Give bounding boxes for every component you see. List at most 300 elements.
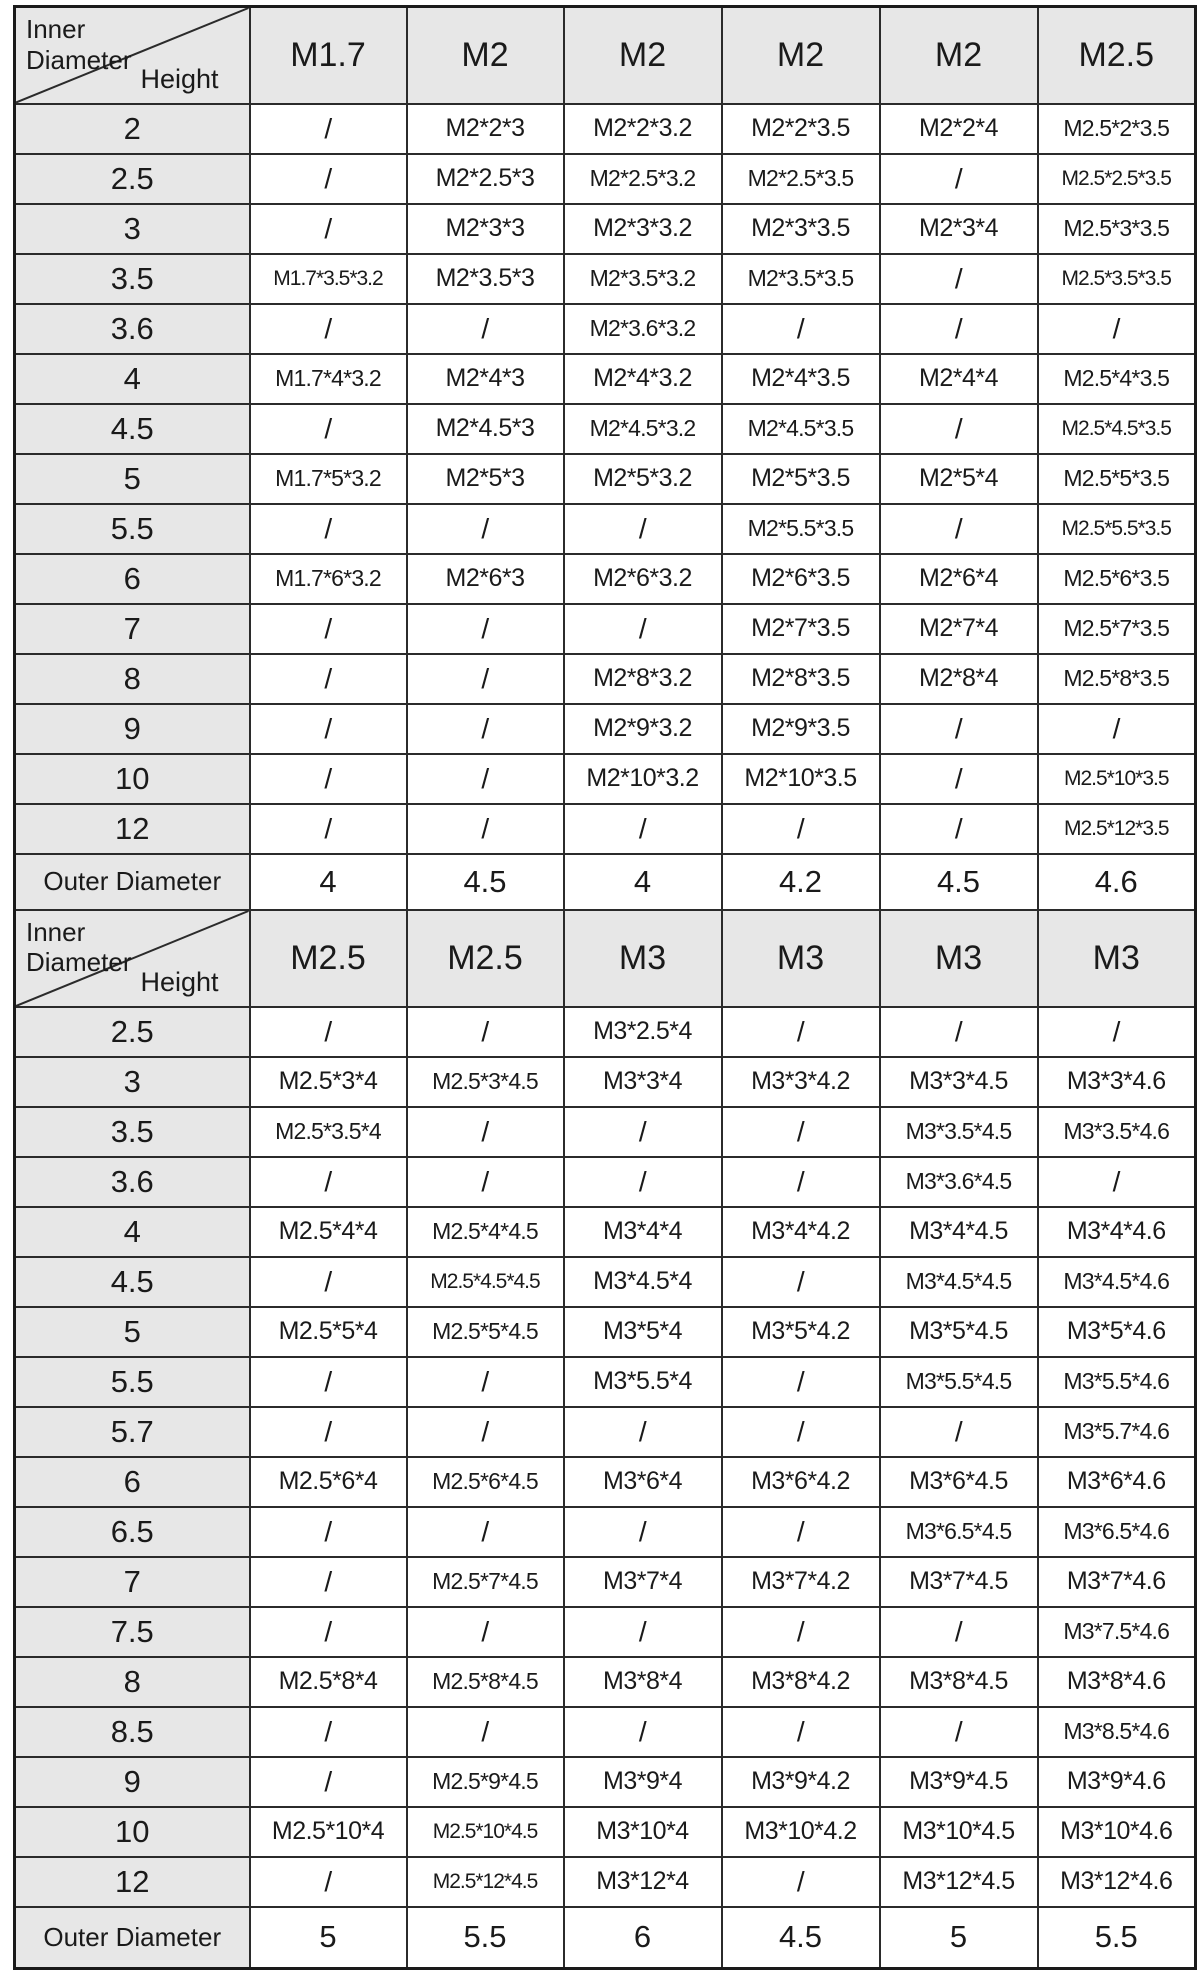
- spec-cell: M2.5*4.5*4.5: [407, 1257, 564, 1307]
- spec-cell: M2*7*3.5: [722, 604, 880, 654]
- empty-cell: /: [1038, 1157, 1196, 1207]
- spec-cell: M2.5*4*4.5: [407, 1207, 564, 1257]
- header-row-section-1: [15, 7, 1196, 104]
- spec-cell: M3*6*4.5: [880, 1457, 1038, 1507]
- table-row: [15, 1107, 1196, 1157]
- spec-cell: M2.5*7*4.5: [407, 1557, 564, 1607]
- table-row: [15, 1457, 1196, 1507]
- empty-cell: /: [722, 304, 880, 354]
- axis-corner-cell: [15, 910, 250, 1007]
- spec-cell: M2.5*9*4.5: [407, 1757, 564, 1807]
- spec-cell: M2*4.5*3: [407, 404, 564, 454]
- empty-cell: /: [722, 1157, 880, 1207]
- height-row-label: 10: [15, 1807, 250, 1857]
- empty-cell: /: [880, 404, 1038, 454]
- outer-diameter-label: Outer Diameter: [15, 854, 250, 910]
- outer-diameter-value: 5.5: [407, 1907, 564, 1969]
- header-row-section-2: [15, 910, 1196, 1007]
- empty-cell: /: [250, 704, 407, 754]
- spec-cell: M2.5*5.5*3.5: [1038, 504, 1196, 554]
- height-row-label: 5.5: [15, 1357, 250, 1407]
- table-row: [15, 354, 1196, 404]
- empty-cell: /: [407, 1507, 564, 1557]
- spec-cell: M3*4*4.5: [880, 1207, 1038, 1257]
- outer-diameter-row: [15, 1907, 1196, 1969]
- spec-cell: M3*9*4.5: [880, 1757, 1038, 1807]
- spec-cell: M3*7.5*4.6: [1038, 1607, 1196, 1657]
- height-row-label: 3.6: [15, 1157, 250, 1207]
- table-row: [15, 804, 1196, 854]
- table-row: [15, 554, 1196, 604]
- table-row: [15, 1257, 1196, 1307]
- empty-cell: /: [564, 504, 722, 554]
- empty-cell: /: [722, 1607, 880, 1657]
- outer-diameter-value: 5: [880, 1907, 1038, 1969]
- outer-diameter-value: 6: [564, 1907, 722, 1969]
- table-row: [15, 1757, 1196, 1807]
- column-header-3: M2: [564, 7, 722, 104]
- empty-cell: /: [1038, 704, 1196, 754]
- height-axis-label: Height: [140, 966, 219, 997]
- empty-cell: /: [250, 654, 407, 704]
- table-row: [15, 154, 1196, 204]
- spec-cell: M3*4*4.2: [722, 1207, 880, 1257]
- empty-cell: /: [880, 804, 1038, 854]
- height-row-label: 5.7: [15, 1407, 250, 1457]
- height-row-label: 12: [15, 1857, 250, 1907]
- spec-cell: M2*4.5*3.2: [564, 404, 722, 454]
- empty-cell: /: [250, 1357, 407, 1407]
- table-row: [15, 1207, 1196, 1257]
- spec-cell: M3*3*4.6: [1038, 1057, 1196, 1107]
- empty-cell: /: [880, 1707, 1038, 1757]
- spec-cell: M3*4*4.6: [1038, 1207, 1196, 1257]
- empty-cell: /: [722, 1407, 880, 1457]
- empty-cell: /: [880, 304, 1038, 354]
- empty-cell: /: [250, 754, 407, 804]
- spec-cell: M2.5*6*4: [250, 1457, 407, 1507]
- empty-cell: /: [407, 654, 564, 704]
- outer-diameter-value: 4.5: [407, 854, 564, 910]
- spec-cell: M3*10*4.6: [1038, 1807, 1196, 1857]
- spec-cell: M3*8.5*4.6: [1038, 1707, 1196, 1757]
- spec-cell: M2.5*10*4.5: [407, 1807, 564, 1857]
- table-row: [15, 304, 1196, 354]
- empty-cell: /: [250, 304, 407, 354]
- table-row: [15, 754, 1196, 804]
- empty-cell: /: [250, 1857, 407, 1907]
- empty-cell: /: [407, 754, 564, 804]
- spec-cell: M3*3*4.2: [722, 1057, 880, 1107]
- empty-cell: /: [407, 804, 564, 854]
- spec-cell: M3*8*4.6: [1038, 1657, 1196, 1707]
- spec-cell: M2.5*7*3.5: [1038, 604, 1196, 654]
- spec-cell: M2.5*2.5*3.5: [1038, 154, 1196, 204]
- spec-cell: M3*7*4.2: [722, 1557, 880, 1607]
- spec-cell: M2.5*3*4.5: [407, 1057, 564, 1107]
- table-row: [15, 1607, 1196, 1657]
- height-row-label: 9: [15, 704, 250, 754]
- height-row-label: 4.5: [15, 1257, 250, 1307]
- empty-cell: /: [880, 254, 1038, 304]
- empty-cell: /: [880, 504, 1038, 554]
- spec-cell: M3*7*4.6: [1038, 1557, 1196, 1607]
- spec-cell: M2.5*8*4: [250, 1657, 407, 1707]
- spec-cell: M2*3.5*3.5: [722, 254, 880, 304]
- spec-cell: M3*6.5*4.6: [1038, 1507, 1196, 1557]
- table-row: [15, 404, 1196, 454]
- table-row: [15, 1707, 1196, 1757]
- spec-cell: M2*3*3.5: [722, 204, 880, 254]
- height-row-label: 8: [15, 1657, 250, 1707]
- empty-cell: /: [407, 1107, 564, 1157]
- empty-cell: /: [407, 304, 564, 354]
- table-row: [15, 454, 1196, 504]
- empty-cell: /: [880, 154, 1038, 204]
- empty-cell: /: [722, 1507, 880, 1557]
- height-row-label: 6.5: [15, 1507, 250, 1557]
- spec-cell: M2*4*4: [880, 354, 1038, 404]
- spec-cell: M2*4*3.2: [564, 354, 722, 404]
- outer-diameter-label: Outer Diameter: [15, 1907, 250, 1969]
- empty-cell: /: [564, 1707, 722, 1757]
- spec-cell: M2.5*3.5*4: [250, 1107, 407, 1157]
- spec-cell: M2*6*3: [407, 554, 564, 604]
- spec-cell: M2*8*3.5: [722, 654, 880, 704]
- height-row-label: 5: [15, 1307, 250, 1357]
- empty-cell: /: [250, 504, 407, 554]
- column-header-1: M1.7: [250, 7, 407, 104]
- spec-cell: M2*2*3.5: [722, 104, 880, 154]
- spec-cell: M2.5*2*3.5: [1038, 104, 1196, 154]
- spec-cell: M3*9*4: [564, 1757, 722, 1807]
- empty-cell: /: [407, 1707, 564, 1757]
- height-row-label: 7: [15, 604, 250, 654]
- empty-cell: /: [407, 604, 564, 654]
- height-row-label: 6: [15, 554, 250, 604]
- column-header-2: M2.5: [407, 910, 564, 1007]
- outer-diameter-value: 5: [250, 1907, 407, 1969]
- empty-cell: /: [250, 1607, 407, 1657]
- spec-cell: M3*5.5*4.5: [880, 1357, 1038, 1407]
- spec-cell: M3*5.5*4.6: [1038, 1357, 1196, 1407]
- table-row: [15, 1507, 1196, 1557]
- axis-corner-cell: [15, 7, 250, 104]
- height-row-label: 2.5: [15, 1007, 250, 1057]
- spec-cell: M1.7*6*3.2: [250, 554, 407, 604]
- spec-cell: M3*3.5*4.6: [1038, 1107, 1196, 1157]
- spec-cell: M2*5*3: [407, 454, 564, 504]
- table-row: [15, 1657, 1196, 1707]
- empty-cell: /: [250, 1507, 407, 1557]
- spec-cell: M3*6.5*4.5: [880, 1507, 1038, 1557]
- table-row: [15, 204, 1196, 254]
- height-row-label: 7: [15, 1557, 250, 1607]
- spec-cell: M2.5*4.5*3.5: [1038, 404, 1196, 454]
- spec-cell: M2*3*3.2: [564, 204, 722, 254]
- spec-cell: M3*5*4.2: [722, 1307, 880, 1357]
- size-chart-table: [13, 5, 1197, 1970]
- spec-cell: M3*2.5*4: [564, 1007, 722, 1057]
- spec-cell: M3*3*4: [564, 1057, 722, 1107]
- empty-cell: /: [407, 1357, 564, 1407]
- empty-cell: /: [250, 1257, 407, 1307]
- empty-cell: /: [250, 204, 407, 254]
- outer-diameter-value: 4.2: [722, 854, 880, 910]
- spec-cell: M2*4.5*3.5: [722, 404, 880, 454]
- spec-cell: M3*5*4.5: [880, 1307, 1038, 1357]
- empty-cell: /: [250, 154, 407, 204]
- table-row: [15, 604, 1196, 654]
- spec-cell: M3*4.5*4: [564, 1257, 722, 1307]
- spec-cell: M3*5*4: [564, 1307, 722, 1357]
- spec-cell: M2*6*3.2: [564, 554, 722, 604]
- spec-cell: M3*7*4.5: [880, 1557, 1038, 1607]
- table-row: [15, 1807, 1196, 1857]
- spec-cell: M3*5.7*4.6: [1038, 1407, 1196, 1457]
- height-row-label: 5.5: [15, 504, 250, 554]
- empty-cell: /: [564, 1107, 722, 1157]
- spec-cell: M3*8*4.5: [880, 1657, 1038, 1707]
- spec-cell: M2.5*12*3.5: [1038, 804, 1196, 854]
- empty-cell: /: [880, 704, 1038, 754]
- table-row: [15, 654, 1196, 704]
- column-header-6: M3: [1038, 910, 1196, 1007]
- spec-cell: M3*8*4: [564, 1657, 722, 1707]
- spec-cell: M3*6*4.6: [1038, 1457, 1196, 1507]
- inner-diameter-axis-label: Inner Diameter: [26, 14, 132, 75]
- spec-cell: M2*5*4: [880, 454, 1038, 504]
- table-row: [15, 1407, 1196, 1457]
- spec-cell: M1.7*3.5*3.2: [250, 254, 407, 304]
- height-row-label: 10: [15, 754, 250, 804]
- spec-cell: M2*3.5*3: [407, 254, 564, 304]
- spec-cell: M3*3*4.5: [880, 1057, 1038, 1107]
- spec-cell: M2*2*4: [880, 104, 1038, 154]
- height-row-label: 4: [15, 354, 250, 404]
- spec-cell: M2.5*8*3.5: [1038, 654, 1196, 704]
- table-row: [15, 254, 1196, 304]
- spec-cell: M2*2.5*3.2: [564, 154, 722, 204]
- spec-cell: M3*5.5*4: [564, 1357, 722, 1407]
- spec-cell: M2*5.5*3.5: [722, 504, 880, 554]
- table-row: [15, 1157, 1196, 1207]
- height-row-label: 8: [15, 654, 250, 704]
- empty-cell: /: [407, 1407, 564, 1457]
- empty-cell: /: [722, 1007, 880, 1057]
- empty-cell: /: [564, 1507, 722, 1557]
- outer-diameter-value: 4.6: [1038, 854, 1196, 910]
- spec-cell: M3*12*4.5: [880, 1857, 1038, 1907]
- spec-cell: M3*3.6*4.5: [880, 1157, 1038, 1207]
- spec-cell: M2.5*8*4.5: [407, 1657, 564, 1707]
- spec-cell: M3*6*4: [564, 1457, 722, 1507]
- empty-cell: /: [250, 1007, 407, 1057]
- spec-cell: M2*6*3.5: [722, 554, 880, 604]
- table-row: [15, 1007, 1196, 1057]
- spec-cell: M2*2*3.2: [564, 104, 722, 154]
- height-row-label: 4: [15, 1207, 250, 1257]
- spec-cell: M2*3.6*3.2: [564, 304, 722, 354]
- column-header-4: M3: [722, 910, 880, 1007]
- empty-cell: /: [250, 1557, 407, 1607]
- spec-cell: M2*5*3.2: [564, 454, 722, 504]
- spec-cell: M2*4*3.5: [722, 354, 880, 404]
- empty-cell: /: [250, 1757, 407, 1807]
- height-row-label: 3.5: [15, 1107, 250, 1157]
- empty-cell: /: [250, 1707, 407, 1757]
- empty-cell: /: [250, 604, 407, 654]
- empty-cell: /: [880, 1007, 1038, 1057]
- spec-cell: M3*10*4.5: [880, 1807, 1038, 1857]
- spec-cell: M2*7*4: [880, 604, 1038, 654]
- table-row: [15, 104, 1196, 154]
- spec-cell: M2.5*5*3.5: [1038, 454, 1196, 504]
- spec-cell: M2*8*3.2: [564, 654, 722, 704]
- height-row-label: 8.5: [15, 1707, 250, 1757]
- outer-diameter-value: 5.5: [1038, 1907, 1196, 1969]
- outer-diameter-value: 4.5: [880, 854, 1038, 910]
- outer-diameter-row: [15, 854, 1196, 910]
- column-header-5: M2: [880, 7, 1038, 104]
- empty-cell: /: [564, 1607, 722, 1657]
- empty-cell: /: [722, 1357, 880, 1407]
- spec-cell: M2.5*3*4: [250, 1057, 407, 1107]
- empty-cell: /: [250, 1407, 407, 1457]
- spec-cell: M3*6*4.2: [722, 1457, 880, 1507]
- spec-cell: M2*8*4: [880, 654, 1038, 704]
- spec-cell: M2.5*3*3.5: [1038, 204, 1196, 254]
- table-row: [15, 1557, 1196, 1607]
- spec-cell: M2*3.5*3.2: [564, 254, 722, 304]
- spec-cell: M1.7*4*3.2: [250, 354, 407, 404]
- column-header-6: M2.5: [1038, 7, 1196, 104]
- spec-cell: M2*2.5*3.5: [722, 154, 880, 204]
- spec-cell: M2*3*4: [880, 204, 1038, 254]
- height-row-label: 7.5: [15, 1607, 250, 1657]
- outer-diameter-value: 4: [564, 854, 722, 910]
- spec-cell: M3*4.5*4.6: [1038, 1257, 1196, 1307]
- empty-cell: /: [880, 1407, 1038, 1457]
- spec-cell: M2.5*12*4.5: [407, 1857, 564, 1907]
- empty-cell: /: [407, 1157, 564, 1207]
- spec-cell: M2*6*4: [880, 554, 1038, 604]
- empty-cell: /: [407, 1607, 564, 1657]
- empty-cell: /: [1038, 1007, 1196, 1057]
- inner-diameter-axis-label: Inner Diameter: [26, 916, 132, 978]
- empty-cell: /: [250, 804, 407, 854]
- spec-cell: M2.5*10*4: [250, 1807, 407, 1857]
- spec-cell: M2.5*5*4: [250, 1307, 407, 1357]
- spec-cell: M2*9*3.5: [722, 704, 880, 754]
- spec-cell: M2.5*5*4.5: [407, 1307, 564, 1357]
- empty-cell: /: [564, 1407, 722, 1457]
- spec-cell: M2*4*3: [407, 354, 564, 404]
- spec-cell: M3*8*4.2: [722, 1657, 880, 1707]
- spec-cell: M2*10*3.5: [722, 754, 880, 804]
- table-row: [15, 1307, 1196, 1357]
- height-row-label: 4.5: [15, 404, 250, 454]
- height-row-label: 9: [15, 1757, 250, 1807]
- empty-cell: /: [250, 1157, 407, 1207]
- spec-cell: M3*7*4: [564, 1557, 722, 1607]
- table-row: [15, 504, 1196, 554]
- spec-cell: M2.5*6*3.5: [1038, 554, 1196, 604]
- height-row-label: 5: [15, 454, 250, 504]
- table-row: [15, 1357, 1196, 1407]
- spec-cell: M3*9*4.6: [1038, 1757, 1196, 1807]
- column-header-3: M3: [564, 910, 722, 1007]
- height-row-label: 3.6: [15, 304, 250, 354]
- spec-cell: M2*2.5*3: [407, 154, 564, 204]
- height-row-label: 2.5: [15, 154, 250, 204]
- height-row-label: 3: [15, 1057, 250, 1107]
- spec-cell: M2*5*3.5: [722, 454, 880, 504]
- spec-cell: M2.5*4*4: [250, 1207, 407, 1257]
- spec-cell: M3*12*4: [564, 1857, 722, 1907]
- empty-cell: /: [880, 754, 1038, 804]
- height-row-label: 12: [15, 804, 250, 854]
- empty-cell: /: [722, 804, 880, 854]
- empty-cell: /: [880, 1607, 1038, 1657]
- table-row: [15, 1057, 1196, 1107]
- empty-cell: /: [250, 404, 407, 454]
- column-header-4: M2: [722, 7, 880, 104]
- spec-cell: M3*10*4: [564, 1807, 722, 1857]
- spec-cell: M3*9*4.2: [722, 1757, 880, 1807]
- empty-cell: /: [407, 1007, 564, 1057]
- empty-cell: /: [722, 1257, 880, 1307]
- spec-cell: M2*3*3: [407, 204, 564, 254]
- empty-cell: /: [722, 1707, 880, 1757]
- table-row: [15, 704, 1196, 754]
- spec-cell: M3*4*4: [564, 1207, 722, 1257]
- outer-diameter-value: 4: [250, 854, 407, 910]
- spec-cell: M3*3.5*4.5: [880, 1107, 1038, 1157]
- spec-cell: M2.5*4*3.5: [1038, 354, 1196, 404]
- column-header-5: M3: [880, 910, 1038, 1007]
- empty-cell: /: [722, 1107, 880, 1157]
- height-row-label: 2: [15, 104, 250, 154]
- empty-cell: /: [407, 504, 564, 554]
- outer-diameter-value: 4.5: [722, 1907, 880, 1969]
- spec-cell: M2.5*3.5*3.5: [1038, 254, 1196, 304]
- height-row-label: 6: [15, 1457, 250, 1507]
- spec-cell: M3*4.5*4.5: [880, 1257, 1038, 1307]
- empty-cell: /: [564, 804, 722, 854]
- height-row-label: 3.5: [15, 254, 250, 304]
- spec-cell: M2*2*3: [407, 104, 564, 154]
- empty-cell: /: [722, 1857, 880, 1907]
- spec-cell: M2*10*3.2: [564, 754, 722, 804]
- spec-cell: M1.7*5*3.2: [250, 454, 407, 504]
- empty-cell: /: [250, 104, 407, 154]
- spec-cell: M2*9*3.2: [564, 704, 722, 754]
- spec-cell: M3*12*4.6: [1038, 1857, 1196, 1907]
- size-chart: [13, 5, 1194, 1970]
- empty-cell: /: [407, 704, 564, 754]
- spec-cell: M2.5*10*3.5: [1038, 754, 1196, 804]
- spec-cell: M2.5*6*4.5: [407, 1457, 564, 1507]
- height-axis-label: Height: [140, 63, 219, 94]
- empty-cell: /: [564, 604, 722, 654]
- height-row-label: 3: [15, 204, 250, 254]
- empty-cell: /: [564, 1157, 722, 1207]
- spec-cell: M3*10*4.2: [722, 1807, 880, 1857]
- spec-cell: M3*5*4.6: [1038, 1307, 1196, 1357]
- column-header-1: M2.5: [250, 910, 407, 1007]
- empty-cell: /: [1038, 304, 1196, 354]
